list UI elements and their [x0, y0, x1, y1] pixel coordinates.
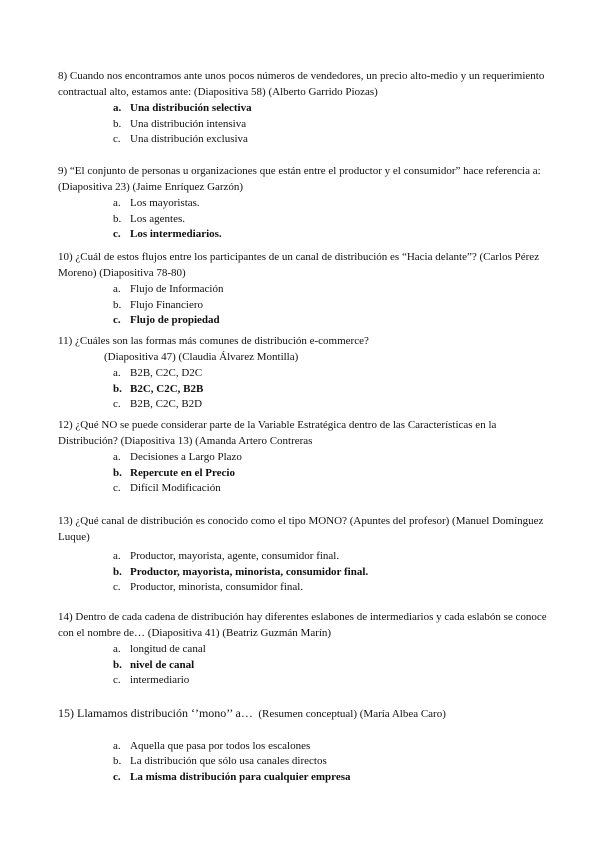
question-subtext: (Diapositiva 47) (Claudia Álvarez Montilla) [104, 350, 299, 363]
question-text: 13) ¿Qué canal de distribución es conocido como el tipo MONO? (Apuntes del profesor) (Manuel Domínguez Luque) [58, 515, 544, 543]
question-text: 8) Cuando nos encontramos ante unos pocos números de vendedores, un precio alto-medio y un requerimiento contractual alto, estamos ante: (Diapositiva 58) (Alberto Garrido Piozas) [58, 70, 545, 98]
option-b: b. Productor, mayorista, minorista, consumidor final. [113, 565, 369, 578]
option-b: b. La distribución que sólo usa canales directos [113, 755, 327, 767]
options-list [58, 739, 548, 786]
option-c: c. Flujo de propiedad [113, 314, 220, 326]
option-a: a. Productor, mayorista, agente, consumidor final. [113, 550, 340, 562]
option-a: a. longitud de canal [113, 643, 206, 655]
option-b: b. Los agentes. [113, 212, 185, 225]
question-13 [58, 514, 548, 596]
option-c: c. Productor, minorista, consumidor final. [113, 581, 304, 593]
option-a: a. Aquella que pasa por todos los escalones [113, 739, 311, 752]
option-c: c. Los intermediarios. [113, 228, 222, 240]
question-text: 10) ¿Cuál de estos flujos entre los participantes de un canal de distribución es “Hacia delante”? (Carlos Pérez Moreno) (Diapositiva 78-80) [58, 251, 540, 279]
question-8 [58, 69, 548, 148]
question-14 [58, 610, 548, 689]
option-b: b. Flujo Financiero [113, 298, 204, 311]
options-list [58, 450, 548, 497]
option-c: c. Difícil Modificación [113, 482, 221, 494]
option-b: b. B2C, C2C, B2B [113, 382, 204, 395]
options-list [58, 366, 548, 413]
option-a: a. Decisiones a Largo Plazo [113, 451, 242, 463]
options-list [58, 549, 548, 596]
question-text: 9) “El conjunto de personas u organizaciones que están entre el productor y el consumidor” hace referencia a: (Diapositiva 23) (Jaime Enríquez Garzón) [58, 165, 541, 193]
option-a: a. Una distribución selectiva [113, 102, 252, 114]
option-a: a. Los mayoristas. [113, 197, 200, 209]
question-11 [58, 334, 548, 413]
question-15 [58, 706, 548, 785]
option-a: a. B2B, C2C, D2C [113, 367, 203, 379]
question-12 [58, 418, 548, 497]
option-c: c. La misma distribución para cualquier empresa [113, 770, 351, 783]
option-c: c. Una distribución exclusiva [113, 133, 248, 145]
option-b: b. Repercute en el Precio [113, 466, 235, 479]
question-text: 15) Llamamos distribución ‘’mono’’ a… (Resumen conceptual) (María Albea Caro) [58, 706, 446, 720]
option-c: c. intermediario [113, 674, 190, 686]
options-list [58, 196, 548, 243]
options-list [58, 101, 548, 148]
question-text: 14) Dentro de cada cadena de distribución hay diferentes eslabones de intermediarios y cada eslabón se conoce con el nombre de… (Diapositiva 41) (Beatriz Guzmán Marín) [58, 611, 547, 639]
option-a: a. Flujo de Información [113, 283, 224, 295]
question-10 [58, 250, 548, 329]
question-9 [58, 164, 548, 243]
option-c: c. B2B, C2C, B2D [113, 398, 203, 410]
question-text: 12) ¿Qué NO se puede considerar parte de la Variable Estratégica dentro de las Características en la Distribución? (Diapositiva 13) (Amanda Artero Contreras [58, 419, 497, 447]
options-list [58, 282, 548, 329]
question-text: 11) ¿Cuáles son las formas más comunes de distribución e-commerce? [58, 335, 369, 347]
option-b: b. Una distribución intensiva [113, 117, 247, 130]
options-list [58, 642, 548, 689]
option-b: b. nivel de canal [113, 658, 195, 671]
